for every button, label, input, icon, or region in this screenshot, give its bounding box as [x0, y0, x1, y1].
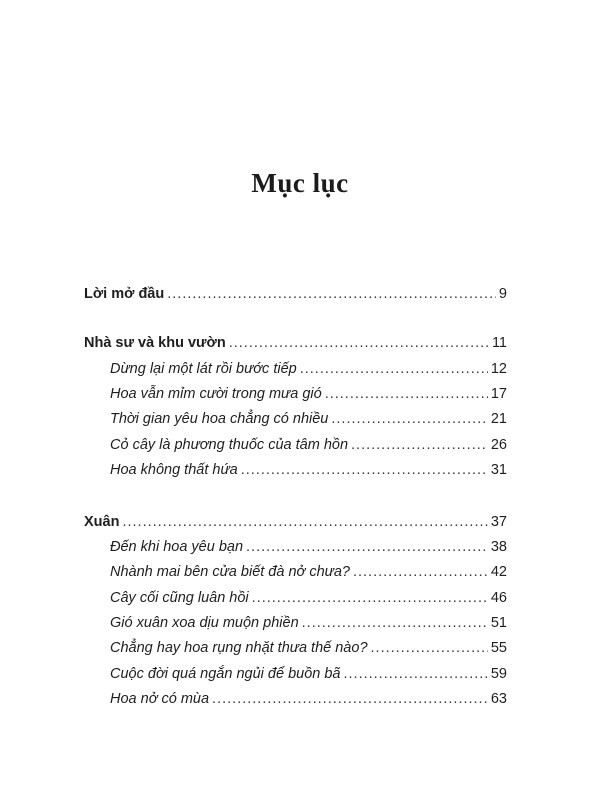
toc-entry[interactable]: [110, 689, 507, 709]
dot-leader: [229, 333, 489, 353]
dot-leader: [167, 284, 496, 304]
toc-page-number: 59: [490, 666, 507, 682]
toc-page-number: 12: [490, 361, 507, 377]
toc-entry-label: Hoa nở có mùa: [110, 691, 210, 707]
dot-leader: [246, 537, 488, 557]
toc-entry-label: Nhà sư và khu vườn: [84, 335, 226, 351]
toc-entry[interactable]: [110, 638, 507, 658]
dot-leader: [371, 638, 488, 658]
toc-entry[interactable]: [110, 537, 507, 557]
toc-page-number: 38: [490, 539, 507, 555]
toc-page-number: 31: [490, 462, 507, 478]
page-title: Mục lục: [251, 168, 349, 198]
dot-leader: [331, 409, 487, 429]
toc-entry-label: Gió xuân xoa dịu muộn phiền: [110, 615, 299, 631]
toc-entry[interactable]: [110, 664, 507, 684]
dot-leader: [122, 512, 487, 532]
toc-entry[interactable]: [110, 562, 507, 582]
toc-entry[interactable]: [110, 613, 507, 633]
toc-entry-label: Hoa vẫn mỉm cười trong mưa gió: [110, 386, 322, 402]
dot-leader: [302, 613, 488, 633]
toc-entry-label: Hoa không thất hứa: [110, 462, 238, 478]
dot-leader: [353, 562, 488, 582]
toc-page-number: 63: [490, 691, 507, 707]
dot-leader: [252, 588, 488, 608]
dot-leader: [343, 664, 487, 684]
toc-section-part1[interactable]: [84, 333, 507, 353]
dot-leader: [325, 384, 488, 404]
toc-section-part2[interactable]: [84, 512, 507, 532]
toc-page-number: 21: [490, 411, 507, 427]
toc-entry[interactable]: [110, 460, 507, 480]
toc-page-number: 11: [491, 335, 507, 351]
toc-page-number: 17: [490, 386, 507, 402]
toc-page-number: 9: [498, 286, 507, 302]
toc-entry[interactable]: [110, 435, 507, 455]
toc-entry[interactable]: [110, 588, 507, 608]
toc-entry-intro[interactable]: [84, 284, 507, 304]
toc-page-number: 55: [490, 640, 507, 656]
toc-page-number: 42: [490, 564, 507, 580]
toc-entry[interactable]: [110, 409, 507, 429]
dot-leader: [212, 689, 488, 709]
toc-entry-label: Cỏ cây là phương thuốc của tâm hồn: [110, 437, 349, 453]
toc-entry-label: Dừng lại một lát rồi bước tiếp: [110, 361, 297, 377]
dot-leader: [241, 460, 488, 480]
dot-leader: [351, 435, 488, 455]
toc-entry-label: Đến khi hoa yêu bạn: [110, 539, 244, 555]
toc-entry-label: Nhành mai bên cửa biết đà nở chưa?: [110, 564, 350, 580]
toc-entry-label: Chẳng hay hoa rụng nhặt thưa thế nào?: [110, 640, 368, 656]
toc-page-number: 37: [490, 514, 507, 530]
toc-page-number: 51: [490, 615, 507, 631]
dot-leader: [300, 359, 488, 379]
toc-entry-label: Cuộc đời quá ngắn ngủi để buồn bã: [110, 666, 341, 682]
toc-entry[interactable]: [110, 384, 507, 404]
toc-entry-label: Thời gian yêu hoa chẳng có nhiều: [110, 411, 329, 427]
toc-entry-label: Lời mở đầu: [84, 286, 165, 302]
toc-entry-label: Cây cối cũng luân hồi: [110, 590, 249, 606]
toc-page-number: 26: [490, 437, 507, 453]
toc-entry[interactable]: [110, 359, 507, 379]
toc-page-number: 46: [490, 590, 507, 606]
toc-entry-label: Xuân: [84, 514, 120, 530]
